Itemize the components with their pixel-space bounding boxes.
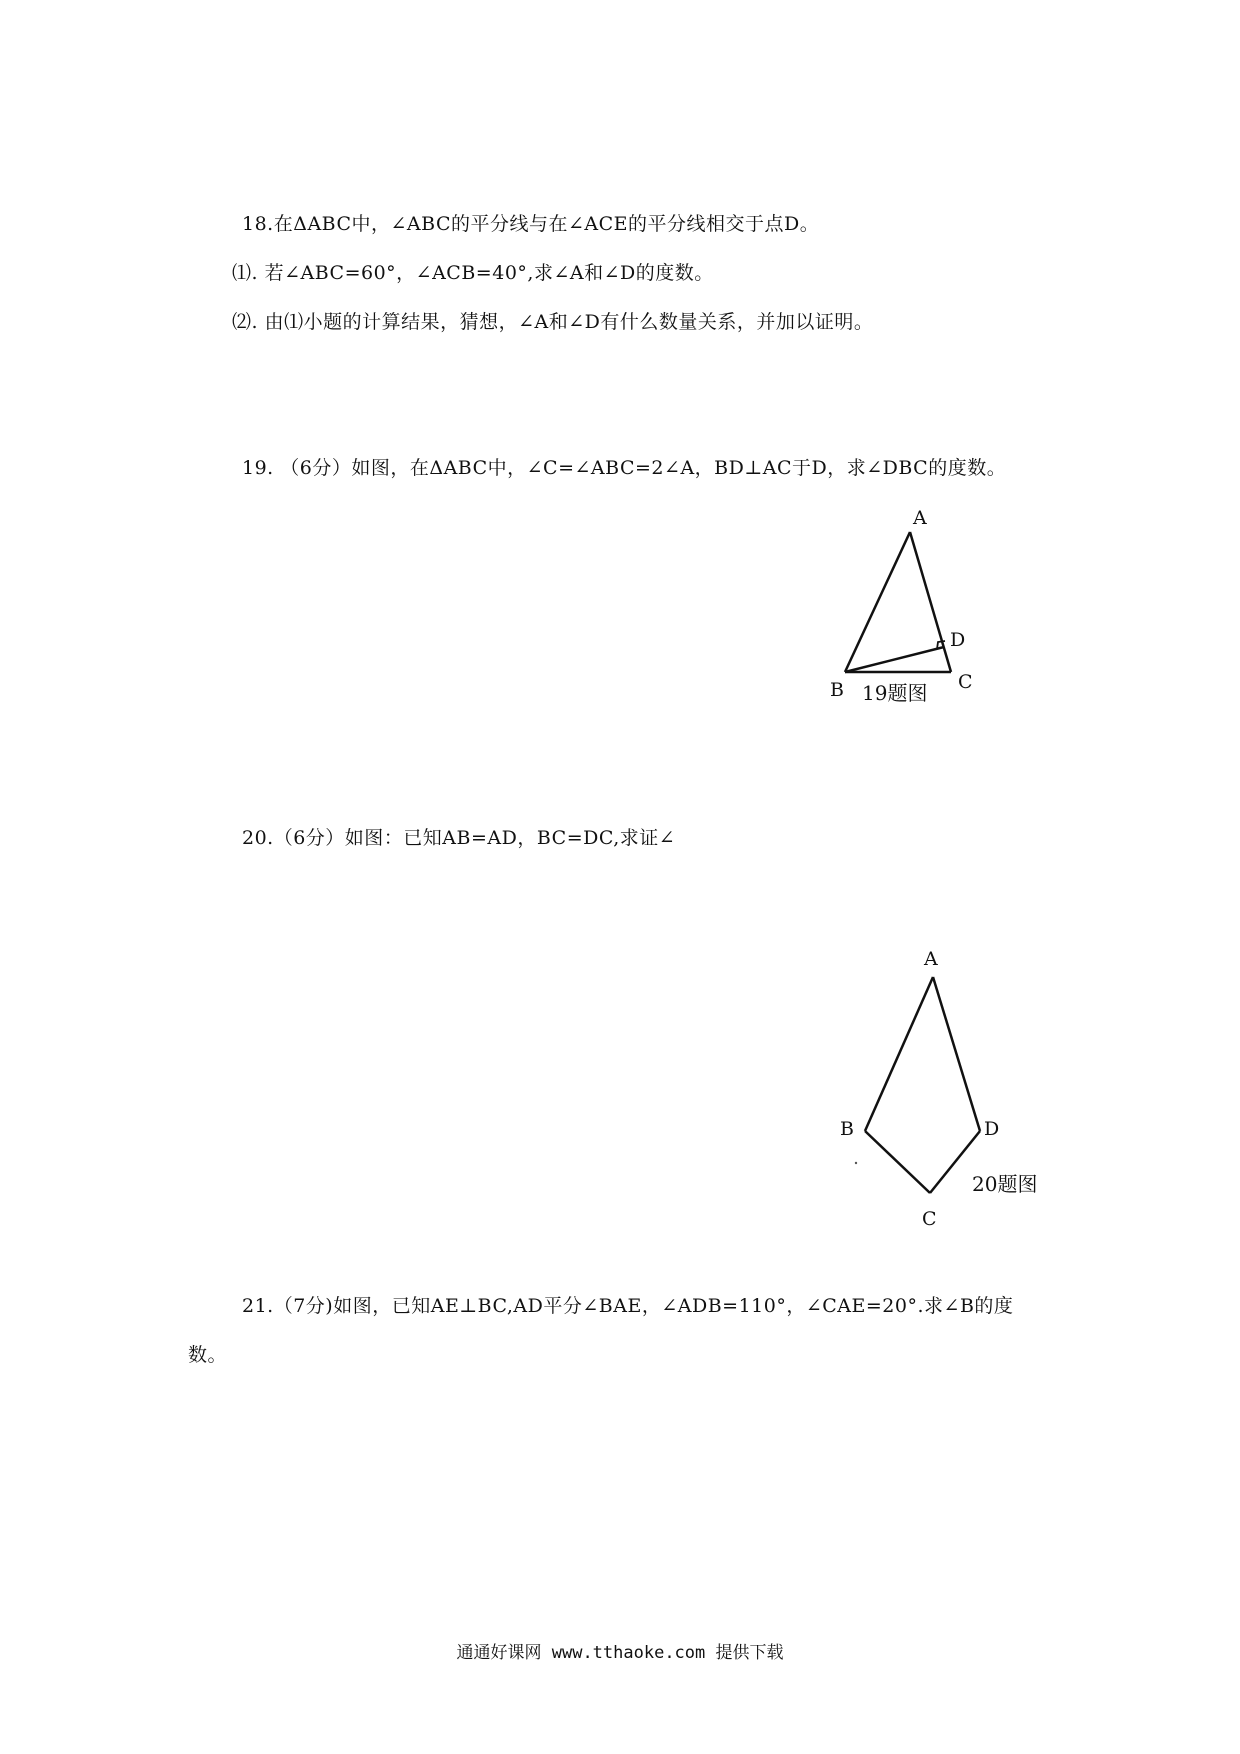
q20-label-c: C [922,1208,937,1230]
q19-caption: 19题图 [862,681,928,705]
q20-label-d: D [984,1118,1000,1140]
q20-side-bc [865,1131,930,1193]
q19-figure [820,500,990,710]
q18-stem: 18.在ΔABC中，∠ABC的平分线与在∠ACE的平分线相交于点D。 [242,213,820,235]
q19-label-a: A [913,507,927,529]
q20-side-ad [933,977,980,1131]
q18-part1: ⑴. 若∠ABC=60°，∠ACB=40°,求∠A和∠D的度数。 [232,262,714,284]
q21-stem-line2: 数。 [188,1344,228,1366]
q20-stem: 20.（6分）如图：已知AB=AD，BC=DC,求证∠ [242,827,676,849]
q19-label-b: B [830,679,844,701]
q20-label-a: A [924,948,938,970]
q19-label-d: D [950,629,966,651]
q18-part2: ⑵. 由⑴小题的计算结果，猜想，∠A和∠D有什么数量关系，并加以证明。 [232,311,874,333]
q21-stem-line1: 21.（7分)如图，已知AE⊥BC,AD平分∠BAE，∠ADB=110°，∠CAE=20°.求∠B的度 [242,1295,1014,1317]
q20-label-b: B [840,1118,854,1140]
q20-figure [830,935,1060,1235]
q20-stray-dot [855,1162,857,1164]
q19-label-c: C [958,671,973,693]
q19-stem: 19. （6分）如图，在ΔABC中，∠C=∠ABC=2∠A，BD⊥AC于D，求∠DBC的度数。 [242,457,1007,479]
page-footer: 通通好课网 www.tthaoke.com 提供下载 [456,1643,784,1663]
q19-side-ab [845,532,910,672]
q20-caption: 20题图 [972,1172,1038,1196]
q20-side-ab [865,977,933,1131]
q19-segment-bd [845,647,944,672]
